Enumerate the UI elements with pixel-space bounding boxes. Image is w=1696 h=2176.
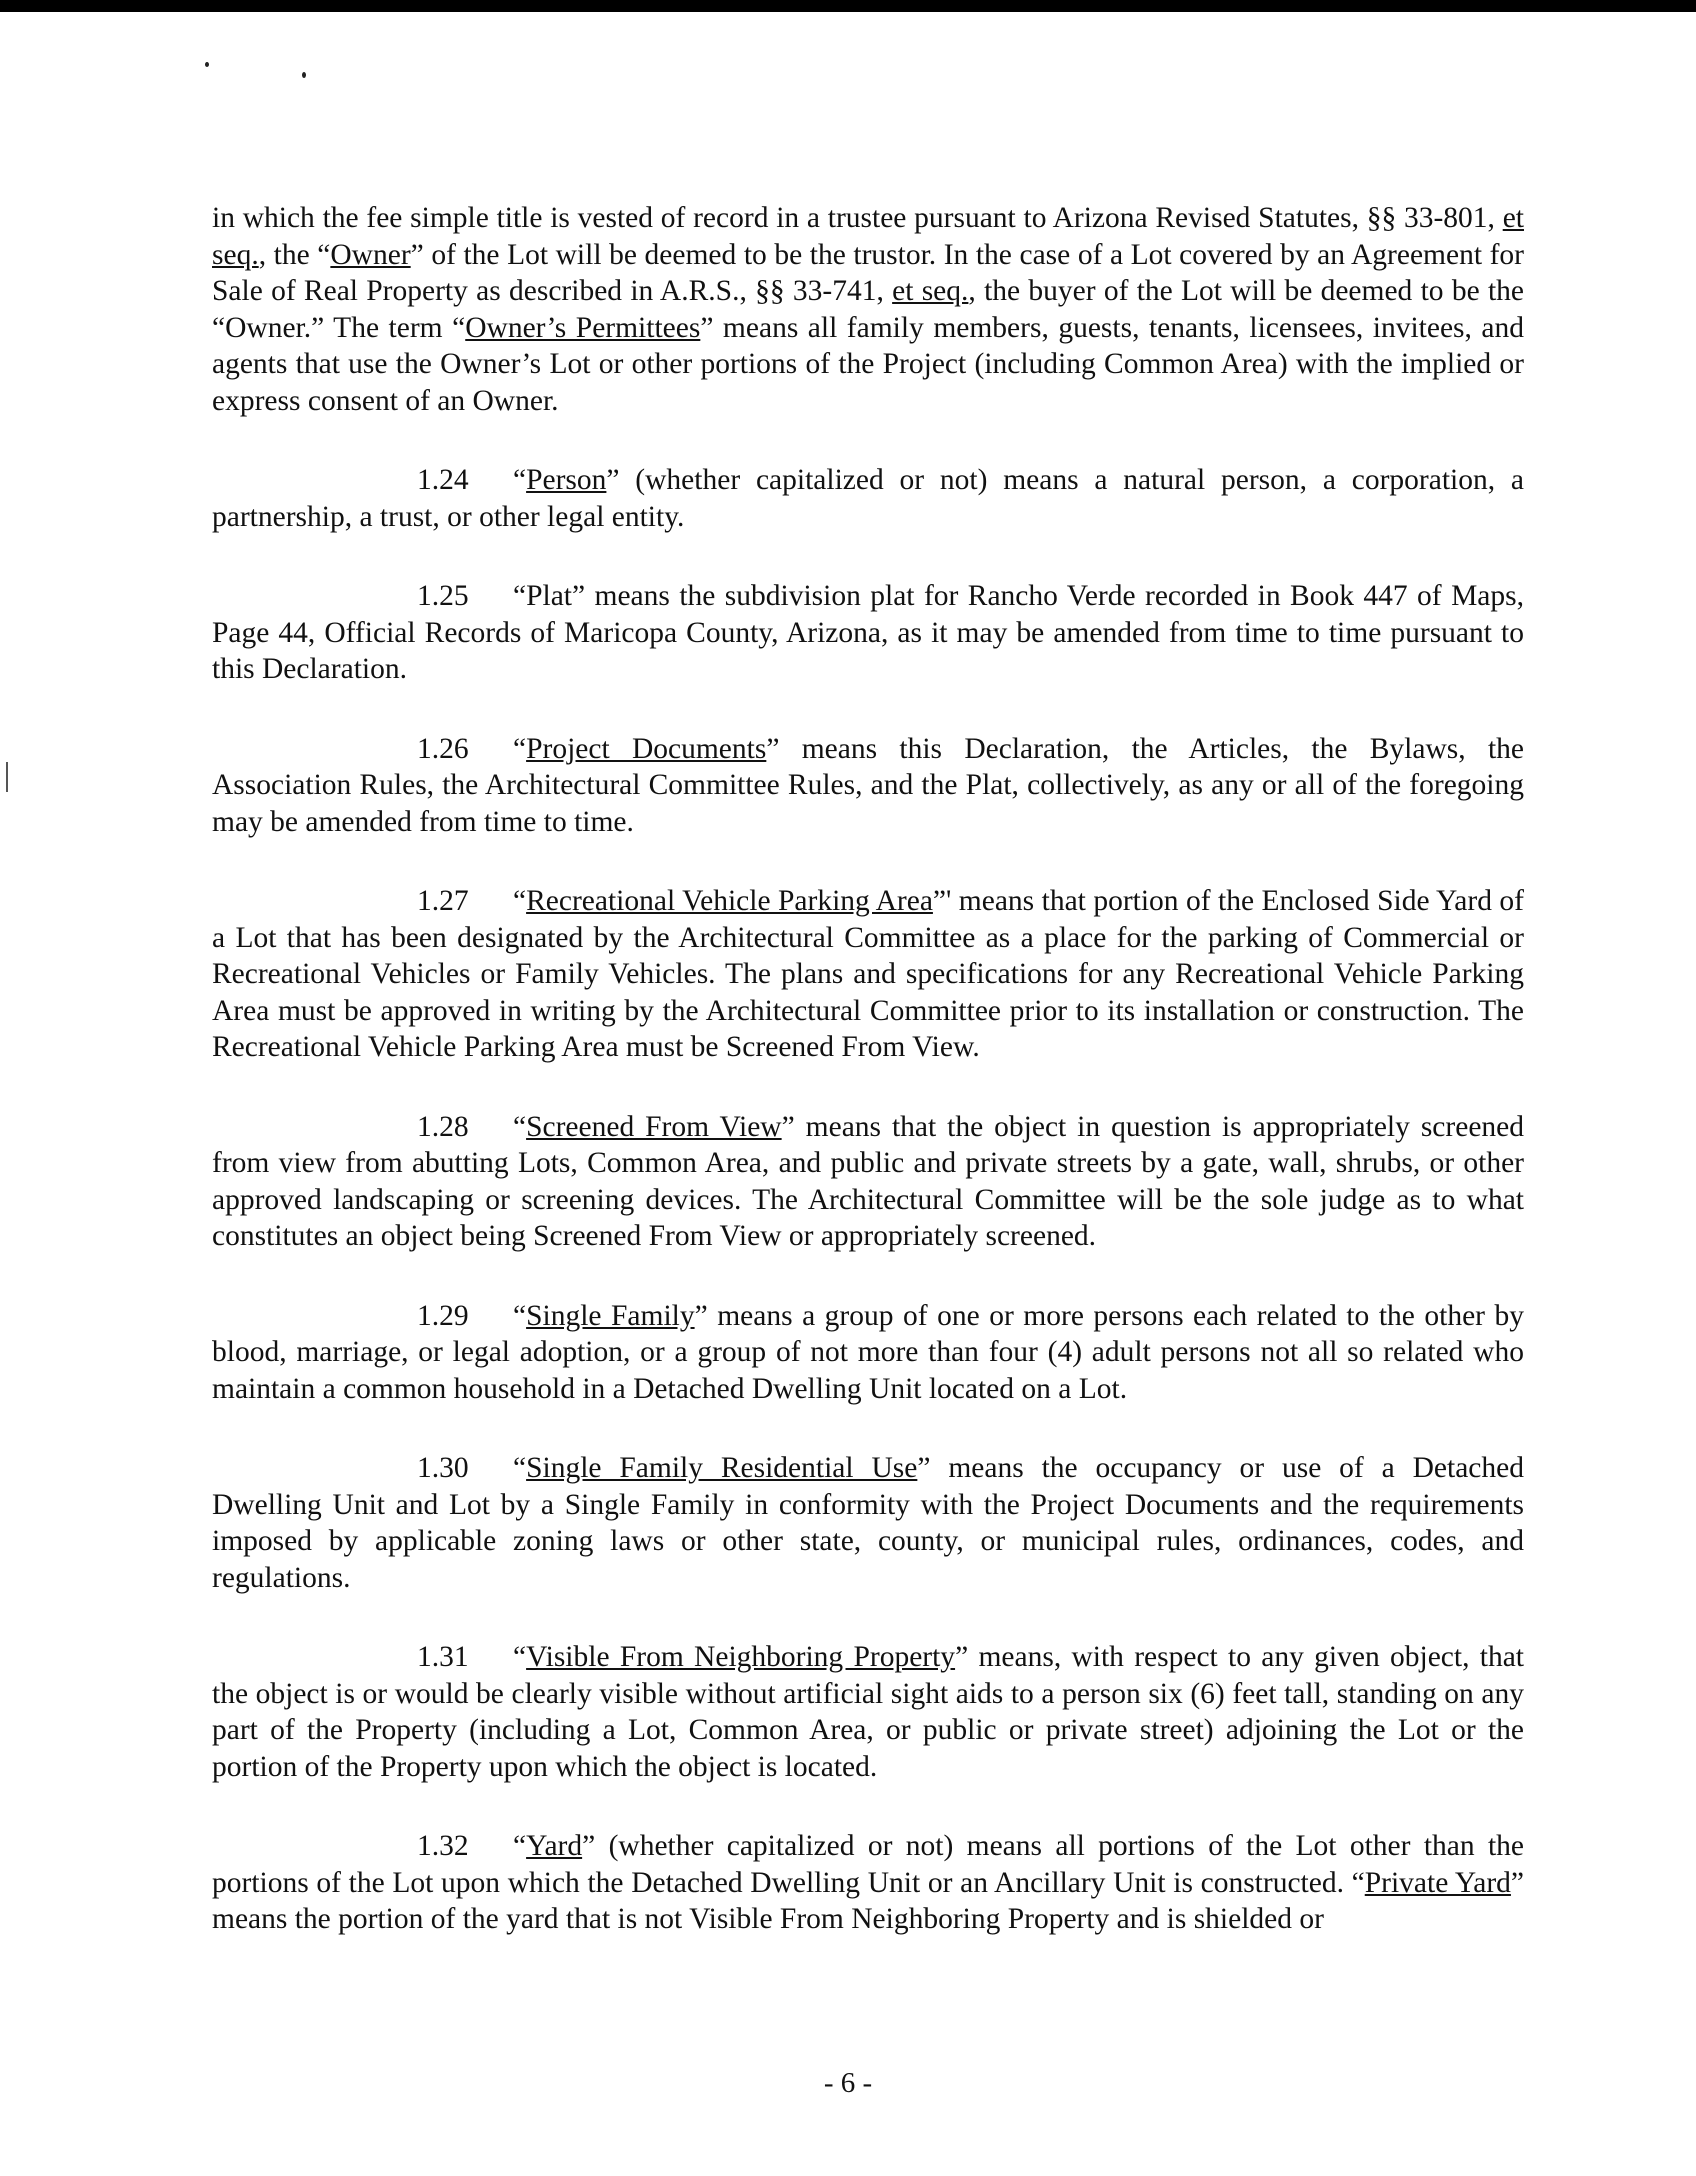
section-1-24 bbox=[212, 462, 1524, 535]
intro-text: ” of the Lot will be deemed to be the trustor. In the case of a Lot covered by an Agreement for Sale of Real Property as described in A.R.S., §§ 33-741, bbox=[212, 238, 1524, 307]
section-text: ” means the portion of the yard that is not Visible From Neighboring Property and is shielded or bbox=[212, 1866, 1524, 1935]
section-1-28 bbox=[212, 1109, 1524, 1255]
document-page bbox=[212, 200, 1524, 1938]
section-number: 1.27 bbox=[417, 885, 469, 917]
section-text: ” (whether capitalized or not) means all portions of the Lot other than the portions of the Lot upon which the Detached Dwelling Unit or an Ancillary Unit is constructed. “ bbox=[212, 1830, 1524, 1899]
section-text: ” means a group of one or more persons each related to the other by blood, marriage, or legal adoption, or a group of not more than four (4) adult persons not all so related who maintain a common household in a Detached Dwelling Unit located on a Lot. bbox=[212, 1299, 1525, 1405]
defined-term: Single Family bbox=[526, 1299, 695, 1332]
quote-mark: “ bbox=[513, 1452, 527, 1484]
section-1-29 bbox=[212, 1298, 1524, 1408]
defined-term: Single Family Residential Use bbox=[526, 1452, 918, 1484]
defined-term: Screened From View bbox=[526, 1110, 782, 1143]
section-text: ” (whether capitalized or not) means a natural person, a corporation, a partnership, a trust, or other legal entity. bbox=[212, 464, 1524, 533]
section-1-26 bbox=[212, 731, 1524, 841]
quote-mark: “ bbox=[513, 885, 527, 917]
section-1-32 bbox=[212, 1828, 1524, 1938]
intro-text: , the “ bbox=[258, 238, 331, 271]
scan-speck bbox=[302, 72, 306, 78]
intro-text: ” means all family members, guests, tenants, licensees, invitees, and agents that use the Owner’s Lot or other portions of the Project (including Common Area) with the implied or express consent of an Owner. bbox=[212, 311, 1525, 417]
defined-term: Yard bbox=[526, 1830, 583, 1862]
intro-paragraph bbox=[212, 200, 1524, 419]
section-text: ” means, with respect to any given object, that the object is or would be clearly visible without artificial sight aids to a person six (6) feet tall, standing on any part of the Property (including a Lot, Common Area, or public or private street) adjoining the Lot or the portion of the Property upon which the object is located. bbox=[212, 1641, 1525, 1783]
scan-edge-mark bbox=[6, 762, 8, 792]
quote-mark: “ bbox=[513, 1299, 527, 1332]
section-text: Plat” means the subdivision plat for Rancho Verde recorded in Book 447 of Maps, Page 44, Official Records of Maricopa County, Arizona, as it may be amended from time to time pursuant to this Declaration. bbox=[212, 580, 1524, 685]
defined-term: Owner’s Permittees bbox=[465, 311, 701, 344]
section-number: 1.28 bbox=[417, 1110, 469, 1143]
section-1-30 bbox=[212, 1450, 1524, 1596]
section-text: ” means this Declaration, the Articles, the Bylaws, the Association Rules, the Architectural Committee Rules, and the Plat, collectively, as any or all of the foregoing may be amended from time to time. bbox=[212, 732, 1524, 838]
section-number: 1.29 bbox=[417, 1299, 469, 1332]
intro-text: in which the fee simple title is vested of record in a trustee pursuant to Arizona Revised Statutes, §§ 33-801, bbox=[212, 202, 1503, 234]
defined-term: Recreational Vehicle Parking Area bbox=[526, 885, 933, 917]
quote-mark: “ bbox=[513, 1641, 527, 1673]
quote-mark: “ bbox=[513, 1830, 527, 1862]
section-number: 1.31 bbox=[417, 1641, 469, 1673]
section-text: ” means the occupancy or use of a Detached Dwelling Unit and Lot by a Single Family in conformity with the Project Documents and the requirements imposed by applicable zoning laws or other state, county, or municipal rules, ordinances, codes, and regulations. bbox=[212, 1452, 1524, 1594]
section-number: 1.26 bbox=[417, 732, 469, 765]
defined-term: Person bbox=[526, 464, 607, 496]
quote-mark: “ bbox=[513, 732, 527, 765]
defined-term: Private Yard bbox=[1364, 1866, 1511, 1899]
quote-mark: “ bbox=[513, 1110, 527, 1143]
section-number: 1.32 bbox=[417, 1830, 469, 1862]
intro-text: , the buyer of the Lot will be deemed to be the “Owner.” The term “ bbox=[212, 275, 1524, 344]
section-1-25 bbox=[212, 578, 1524, 688]
scan-top-edge bbox=[0, 0, 1696, 12]
section-number: 1.24 bbox=[417, 464, 469, 496]
quote-mark: “ bbox=[513, 580, 527, 612]
defined-term: et seq. bbox=[892, 275, 969, 307]
defined-term: Visible From Neighboring Property bbox=[526, 1641, 956, 1673]
section-number: 1.30 bbox=[417, 1452, 469, 1484]
section-1-27 bbox=[212, 883, 1524, 1066]
section-text: ” means that the object in question is appropriately screened from view from abutting Lots, Common Area, and public and private streets by a gate, wall, shrubs, or other approved landscaping or screening devices. The Architectural Committee will be the sole judge as to what constitutes an object being Screened From View or appropriately screened. bbox=[212, 1110, 1525, 1252]
section-1-31 bbox=[212, 1639, 1524, 1785]
quote-mark: “ bbox=[513, 464, 527, 496]
scan-speck bbox=[205, 62, 209, 67]
page-number: - 6 - bbox=[823, 2067, 873, 2099]
section-number: 1.25 bbox=[417, 580, 469, 612]
defined-term: Project Documents bbox=[526, 732, 767, 765]
section-text: ”' means that portion of the Enclosed Side Yard of a Lot that has been designated by the Architectural Committee as a place for the parking of Commercial or Recreational Vehicles or Family Vehicles. The plans and specifications for any Recreational Vehicle Parking Area must be approved in writing by the Architectural Committee prior to its installation or construction. The Recreational Vehicle Parking Area must be Screened From View. bbox=[212, 885, 1524, 1063]
defined-term: Owner bbox=[330, 238, 411, 271]
defined-term: et seq. bbox=[212, 202, 1524, 271]
